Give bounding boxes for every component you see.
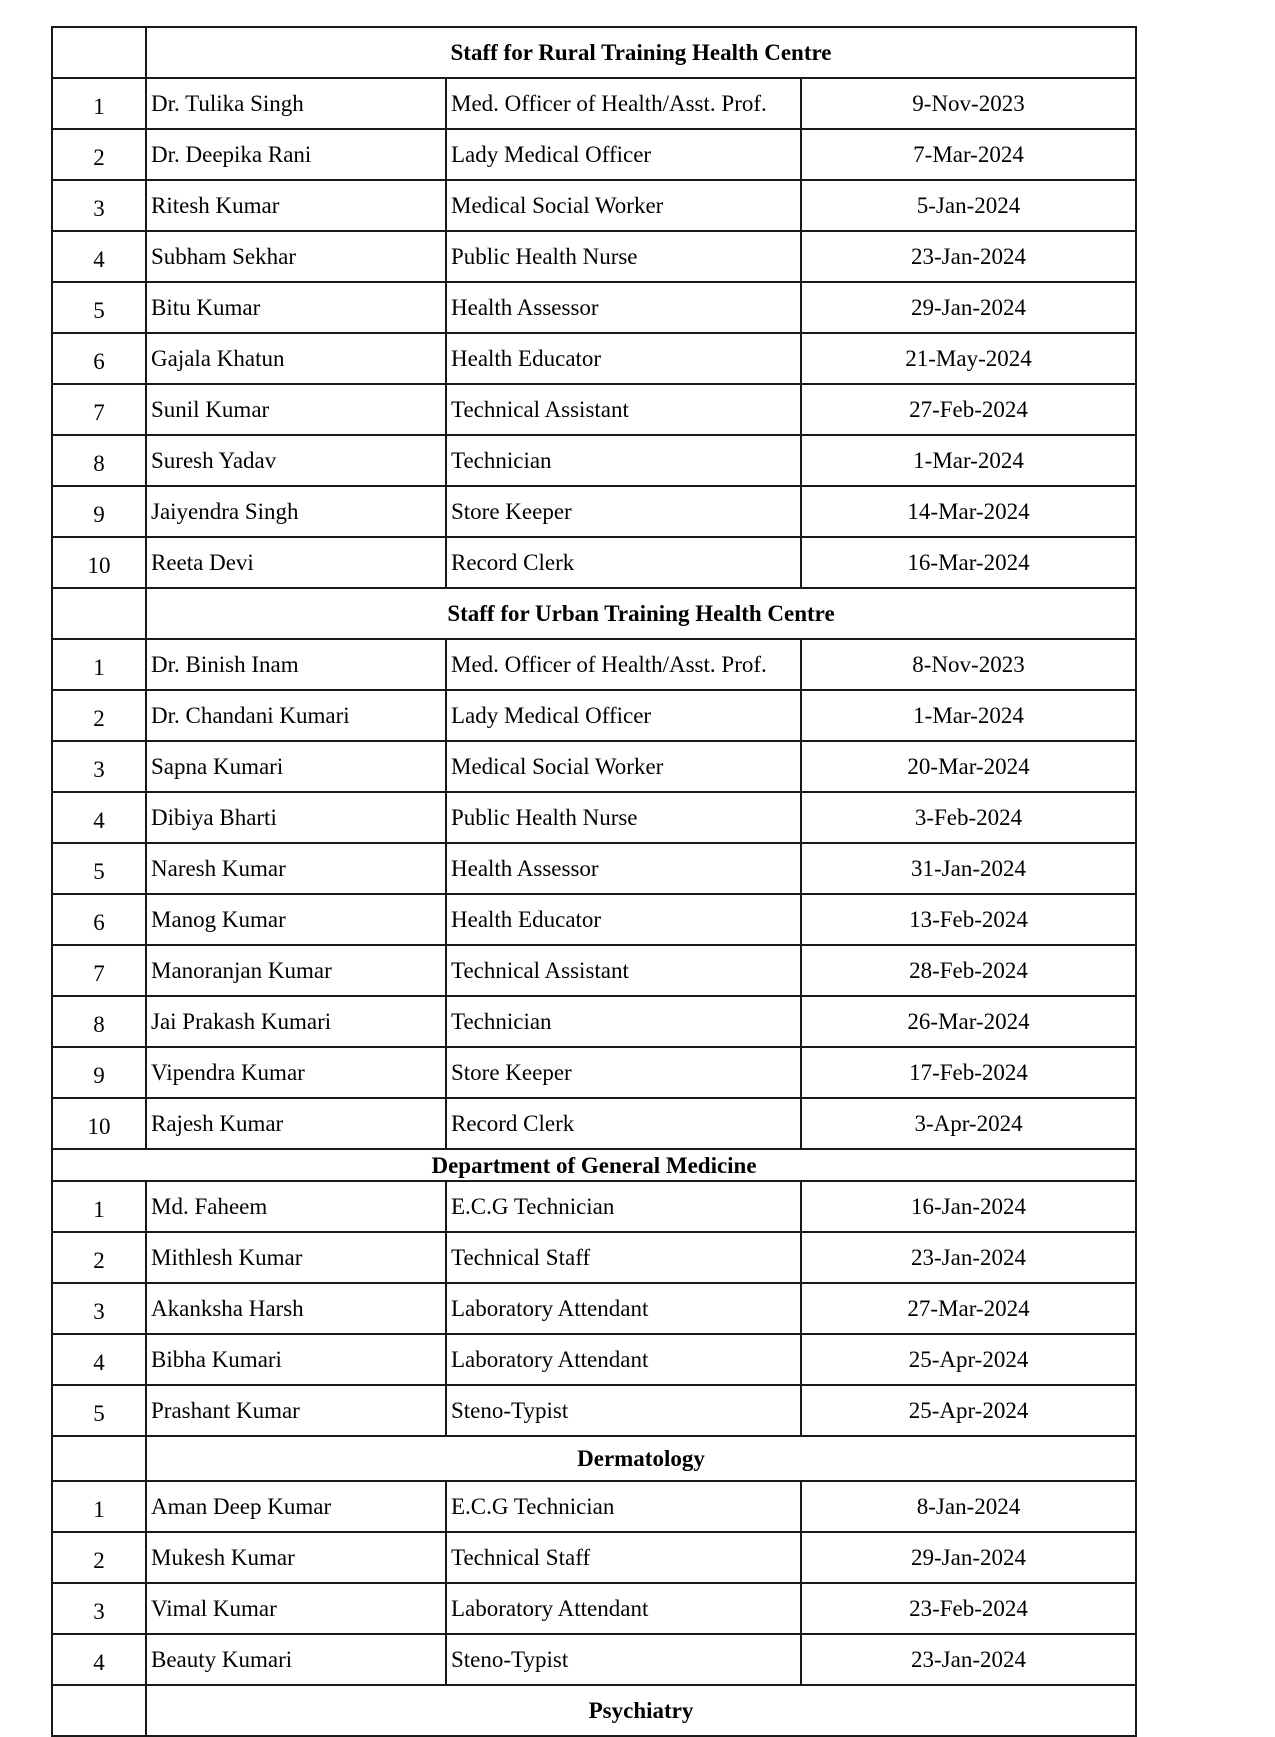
staff-name: Sunil Kumar	[146, 384, 446, 435]
staff-designation: Technician	[446, 996, 801, 1047]
staff-designation: Health Assessor	[446, 843, 801, 894]
serial-number: 9	[52, 486, 146, 537]
staff-designation: Laboratory Attendant	[446, 1583, 801, 1634]
section-header-row	[52, 1685, 1136, 1736]
joining-date: 1-Mar-2024	[801, 690, 1136, 741]
serial-number: 10	[52, 1098, 146, 1149]
staff-designation: Lady Medical Officer	[446, 129, 801, 180]
staff-designation: Store Keeper	[446, 486, 801, 537]
joining-date: 20-Mar-2024	[801, 741, 1136, 792]
staff-name: Akanksha Harsh	[146, 1283, 446, 1334]
table-row	[52, 1532, 1136, 1583]
joining-date: 23-Jan-2024	[801, 231, 1136, 282]
staff-name: Bitu Kumar	[146, 282, 446, 333]
serial-number: 2	[52, 1532, 146, 1583]
staff-designation: Laboratory Attendant	[446, 1334, 801, 1385]
joining-date: 9-Nov-2023	[801, 78, 1136, 129]
staff-designation: Steno-Typist	[446, 1385, 801, 1436]
table-row	[52, 1283, 1136, 1334]
table-row	[52, 1334, 1136, 1385]
table-row	[52, 537, 1136, 588]
joining-date: 23-Jan-2024	[801, 1232, 1136, 1283]
table-row	[52, 639, 1136, 690]
table-row	[52, 894, 1136, 945]
serial-number: 6	[52, 333, 146, 384]
joining-date: 26-Mar-2024	[801, 996, 1136, 1047]
joining-date: 23-Feb-2024	[801, 1583, 1136, 1634]
serial-number: 4	[52, 1634, 146, 1685]
table-row	[52, 792, 1136, 843]
serial-number: 5	[52, 1385, 146, 1436]
section-header-row	[52, 1149, 1136, 1181]
table-row	[52, 435, 1136, 486]
joining-date: 28-Feb-2024	[801, 945, 1136, 996]
joining-date: 14-Mar-2024	[801, 486, 1136, 537]
staff-designation: Med. Officer of Health/Asst. Prof.	[446, 78, 801, 129]
staff-name: Dr. Deepika Rani	[146, 129, 446, 180]
staff-name: Prashant Kumar	[146, 1385, 446, 1436]
joining-date: 8-Jan-2024	[801, 1481, 1136, 1532]
staff-designation: Technician	[446, 435, 801, 486]
staff-name: Ritesh Kumar	[146, 180, 446, 231]
table-row	[52, 1232, 1136, 1283]
staff-name: Dibiya Bharti	[146, 792, 446, 843]
table-row	[52, 231, 1136, 282]
serial-number: 7	[52, 945, 146, 996]
serial-number: 7	[52, 384, 146, 435]
serial-number: 3	[52, 1283, 146, 1334]
staff-designation: Lady Medical Officer	[446, 690, 801, 741]
staff-designation: Record Clerk	[446, 537, 801, 588]
joining-date: 16-Jan-2024	[801, 1181, 1136, 1232]
table-row	[52, 1098, 1136, 1149]
section-title: Dermatology	[146, 1436, 1136, 1481]
serial-number: 2	[52, 690, 146, 741]
staff-name: Aman Deep Kumar	[146, 1481, 446, 1532]
table-row	[52, 1181, 1136, 1232]
joining-date: 31-Jan-2024	[801, 843, 1136, 894]
serial-number: 1	[52, 639, 146, 690]
table-row	[52, 1481, 1136, 1532]
section-header-row	[52, 1436, 1136, 1481]
serial-number: 9	[52, 1047, 146, 1098]
serial-number: 4	[52, 1334, 146, 1385]
table-row	[52, 945, 1136, 996]
staff-designation: Health Assessor	[446, 282, 801, 333]
serial-number: 4	[52, 231, 146, 282]
joining-date: 13-Feb-2024	[801, 894, 1136, 945]
staff-designation: E.C.G Technician	[446, 1181, 801, 1232]
table-row	[52, 333, 1136, 384]
staff-name: Dr. Tulika Singh	[146, 78, 446, 129]
serial-number: 8	[52, 996, 146, 1047]
staff-name: Vimal Kumar	[146, 1583, 446, 1634]
serial-number: 3	[52, 741, 146, 792]
staff-name: Subham Sekhar	[146, 231, 446, 282]
joining-date: 5-Jan-2024	[801, 180, 1136, 231]
table-row	[52, 282, 1136, 333]
joining-date: 3-Apr-2024	[801, 1098, 1136, 1149]
staff-name: Sapna Kumari	[146, 741, 446, 792]
staff-designation: Med. Officer of Health/Asst. Prof.	[446, 639, 801, 690]
staff-name: Md. Faheem	[146, 1181, 446, 1232]
serial-number: 5	[52, 843, 146, 894]
table-row	[52, 180, 1136, 231]
staff-designation: Public Health Nurse	[446, 792, 801, 843]
joining-date: 17-Feb-2024	[801, 1047, 1136, 1098]
section-blank-cell	[52, 1685, 146, 1736]
staff-name: Dr. Binish Inam	[146, 639, 446, 690]
table-row	[52, 78, 1136, 129]
table-row	[52, 129, 1136, 180]
staff-name: Suresh Yadav	[146, 435, 446, 486]
joining-date: 27-Mar-2024	[801, 1283, 1136, 1334]
staff-name: Manoranjan Kumar	[146, 945, 446, 996]
staff-designation: Technical Staff	[446, 1532, 801, 1583]
staff-designation: Health Educator	[446, 333, 801, 384]
table-row	[52, 486, 1136, 537]
joining-date: 7-Mar-2024	[801, 129, 1136, 180]
staff-name: Gajala Khatun	[146, 333, 446, 384]
staff-table-body	[52, 27, 1136, 1736]
table-row	[52, 384, 1136, 435]
joining-date: 23-Jan-2024	[801, 1634, 1136, 1685]
section-header-row	[52, 27, 1136, 78]
staff-name: Vipendra Kumar	[146, 1047, 446, 1098]
staff-name: Mukesh Kumar	[146, 1532, 446, 1583]
staff-designation: Health Educator	[446, 894, 801, 945]
section-title: Department of General Medicine	[52, 1149, 1136, 1181]
serial-number: 10	[52, 537, 146, 588]
serial-number: 6	[52, 894, 146, 945]
serial-number: 2	[52, 129, 146, 180]
serial-number: 1	[52, 1181, 146, 1232]
table-row	[52, 1583, 1136, 1634]
staff-name: Naresh Kumar	[146, 843, 446, 894]
section-blank-cell	[52, 27, 146, 78]
staff-designation: Laboratory Attendant	[446, 1283, 801, 1334]
staff-designation: E.C.G Technician	[446, 1481, 801, 1532]
serial-number: 5	[52, 282, 146, 333]
joining-date: 3-Feb-2024	[801, 792, 1136, 843]
section-title: Staff for Rural Training Health Centre	[146, 27, 1136, 78]
joining-date: 25-Apr-2024	[801, 1334, 1136, 1385]
joining-date: 29-Jan-2024	[801, 282, 1136, 333]
staff-designation: Technical Assistant	[446, 945, 801, 996]
joining-date: 1-Mar-2024	[801, 435, 1136, 486]
staff-designation: Medical Social Worker	[446, 180, 801, 231]
serial-number: 4	[52, 792, 146, 843]
table-row	[52, 996, 1136, 1047]
serial-number: 3	[52, 1583, 146, 1634]
staff-designation: Medical Social Worker	[446, 741, 801, 792]
section-blank-cell	[52, 1436, 146, 1481]
staff-name: Mithlesh Kumar	[146, 1232, 446, 1283]
joining-date: 25-Apr-2024	[801, 1385, 1136, 1436]
staff-name: Beauty Kumari	[146, 1634, 446, 1685]
staff-designation: Public Health Nurse	[446, 231, 801, 282]
table-row	[52, 690, 1136, 741]
serial-number: 8	[52, 435, 146, 486]
serial-number: 1	[52, 78, 146, 129]
staff-designation: Technical Staff	[446, 1232, 801, 1283]
staff-name: Bibha Kumari	[146, 1334, 446, 1385]
joining-date: 29-Jan-2024	[801, 1532, 1136, 1583]
staff-name: Reeta Devi	[146, 537, 446, 588]
joining-date: 21-May-2024	[801, 333, 1136, 384]
table-row	[52, 1385, 1136, 1436]
staff-designation: Steno-Typist	[446, 1634, 801, 1685]
serial-number: 2	[52, 1232, 146, 1283]
table-row	[52, 1634, 1136, 1685]
table-row	[52, 741, 1136, 792]
staff-name: Jaiyendra Singh	[146, 486, 446, 537]
serial-number: 1	[52, 1481, 146, 1532]
staff-name: Jai Prakash Kumari	[146, 996, 446, 1047]
staff-name: Dr. Chandani Kumari	[146, 690, 446, 741]
section-title: Psychiatry	[146, 1685, 1136, 1736]
staff-designation: Store Keeper	[446, 1047, 801, 1098]
staff-name: Rajesh Kumar	[146, 1098, 446, 1149]
staff-designation: Record Clerk	[446, 1098, 801, 1149]
section-header-row	[52, 588, 1136, 639]
joining-date: 27-Feb-2024	[801, 384, 1136, 435]
section-title: Staff for Urban Training Health Centre	[146, 588, 1136, 639]
section-blank-cell	[52, 588, 146, 639]
table-row	[52, 843, 1136, 894]
table-row	[52, 1047, 1136, 1098]
staff-table	[51, 26, 1137, 1737]
serial-number: 3	[52, 180, 146, 231]
staff-designation: Technical Assistant	[446, 384, 801, 435]
staff-name: Manog Kumar	[146, 894, 446, 945]
joining-date: 8-Nov-2023	[801, 639, 1136, 690]
joining-date: 16-Mar-2024	[801, 537, 1136, 588]
